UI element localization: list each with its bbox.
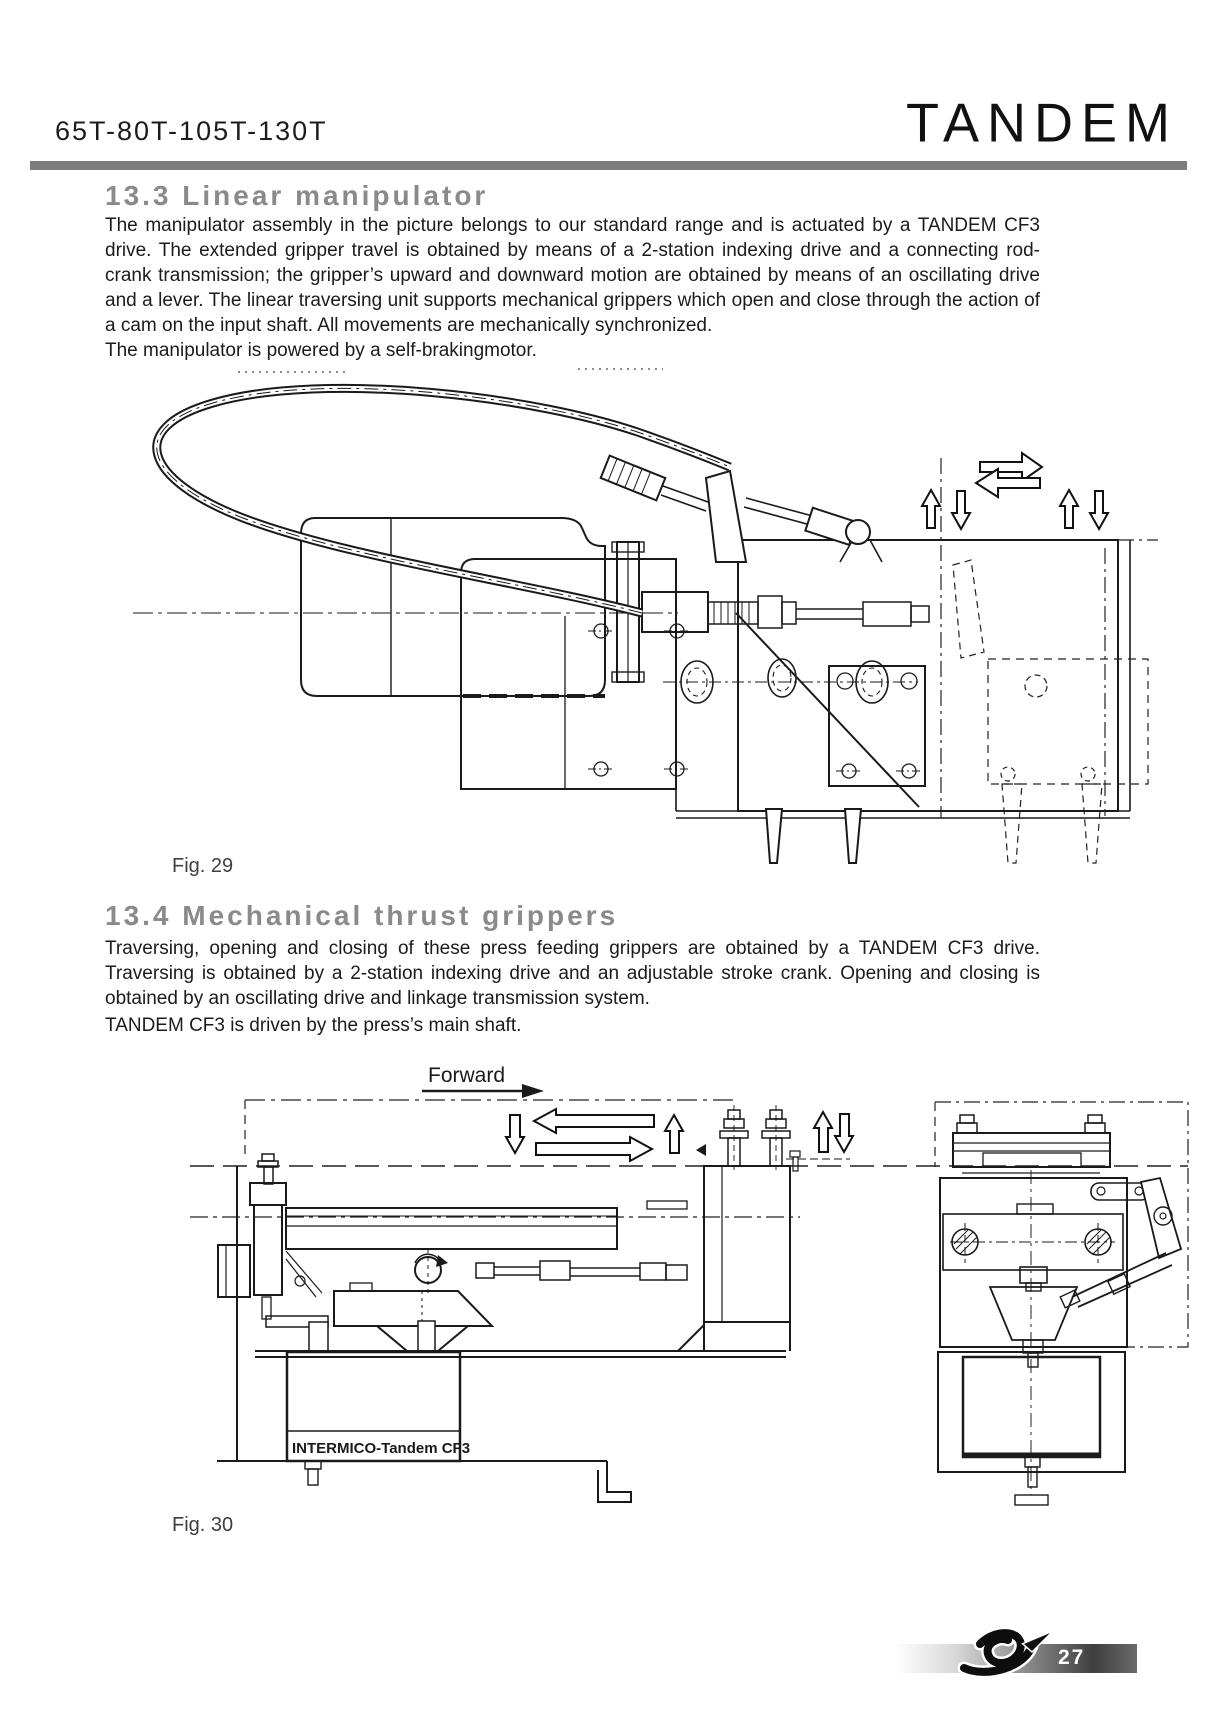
brand-logo-text: TANDEM — [906, 92, 1178, 154]
figure-29-caption: Fig. 29 — [172, 855, 234, 877]
brand-logo-icon — [946, 1624, 1056, 1678]
motion-arrows — [922, 453, 1108, 529]
cable-loop — [157, 388, 730, 613]
figure-30-caption: Fig. 30 — [172, 1514, 234, 1536]
figure-29-drawing — [118, 366, 1160, 866]
forward-label: Forward — [428, 1064, 506, 1087]
section-13-3-heading: 13.3 Linear manipulator — [105, 180, 489, 211]
page-number: 27 — [1058, 1646, 1086, 1669]
section-13-4-heading: 13.4 Mechanical thrust grippers — [105, 900, 619, 931]
figure-30-drawing — [150, 1055, 1190, 1515]
end-view — [786, 1102, 1188, 1505]
model-range: 65T-80T-105T-130T — [55, 116, 328, 146]
section-13-4-paragraph: Traversing, opening and closing of these press feeding grippers are obtained by a TANDEM CF3 drive. Traversing is obtained by a 2-station indexing drive and an adjustable stroke crank. Opening and closing is obtained by an oscillating drive and linkage transmission system. — [105, 938, 1040, 1009]
section-13-3-paragraph: The manipulator assembly in the picture belongs to our standard range and is actuated by a TANDEM CF3 drive. The extended gripper travel is obtained by means of a 2-station indexing drive and a connecting rod-crank transmission; the gripper’s upward and downward motion are obtained by means of an oscillating drive and a lever. The linear traversing unit supports mechanical grippers which open and close through the action of a cam on the input shaft. All movements are mechanically synchronized. — [105, 215, 1040, 336]
section-13-4-paragraph-tail: TANDEM CF3 is driven by the press’s main shaft. — [105, 1015, 522, 1036]
header-rule — [30, 161, 1187, 170]
machine-label: INTERMICO-Tandem CF3 — [292, 1440, 471, 1457]
phantom-position — [941, 458, 1158, 863]
section-13-3-paragraph-tail: The manipulator is powered by a self-brakingmotor. — [105, 340, 537, 361]
